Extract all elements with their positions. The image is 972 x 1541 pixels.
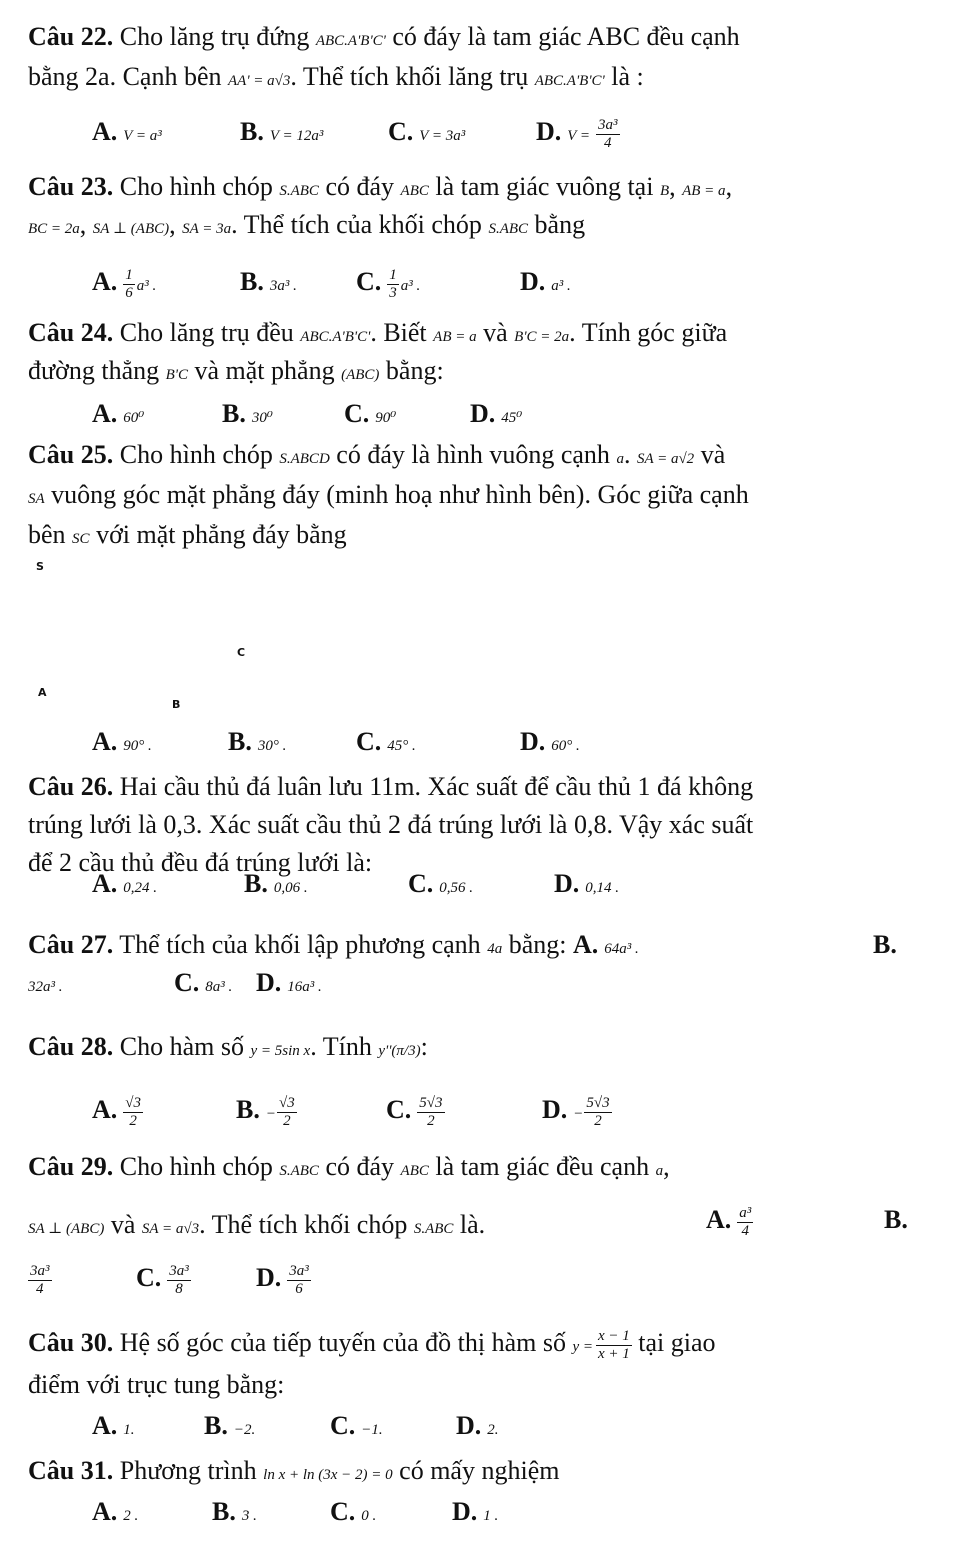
q23-option-a: A. $\frac{1}{6}$ a³ . [92, 266, 157, 301]
q26-line-3: để 2 cầu thủ đều đá trúng lưới là: [28, 848, 373, 877]
q31-options [0, 1492, 972, 1532]
q22-option-d: D. V = $\frac{\text{3a³}}{4}$ [536, 116, 618, 151]
q28-options [0, 1090, 972, 1130]
figure-label-s: S [36, 560, 44, 573]
q28-option-a: A. $\frac{√3}{2}$ [92, 1094, 142, 1129]
q29-option-c: C. $\frac{\text{3a³}}{8}$ [136, 1262, 189, 1297]
q25-line-2: SA vuông góc mặt phẳng đáy (minh hoạ như hình bên). Góc giữa cạnh [28, 480, 749, 509]
q30-line-2: điểm với trục tung bằng: [28, 1370, 285, 1399]
q22-option-c: C. V = 3a³ [388, 117, 466, 146]
q22-option-a: A. V = a³ [92, 117, 162, 146]
q26-label: Câu 26. [28, 772, 114, 801]
q31-option-d: D. 1 . [452, 1497, 499, 1526]
q25-option-b: B. 30° . [228, 727, 287, 756]
q23-label: Câu 23. [28, 172, 114, 201]
q27-label: Câu 27. [28, 930, 114, 959]
q31-option-a: A. 2 . [92, 1497, 139, 1526]
figure-label-c: C [237, 646, 246, 659]
q23-option-d: D. a³ . [520, 267, 571, 296]
q22-option-b: B. V = 12a³ [240, 117, 324, 146]
figure-label-a: A [38, 686, 47, 699]
q23-line-2: BC = 2a, SA ⊥ (ABC), SA = 3a. Thể tích của khối chóp S.ABC bằng [28, 210, 586, 239]
q29-option-b-label: B. [884, 1205, 908, 1234]
q29-label: Câu 29. [28, 1152, 114, 1181]
q31-option-c: C. 0 . [330, 1497, 377, 1526]
q29-options-row1 [0, 1200, 972, 1240]
q29-line-1: Câu 29. Cho hình chóp S.ABC có đáy ABC là tam giác đều cạnh a, [28, 1152, 670, 1181]
q27-line-2: 32a³ . C. 8a³ . D. 16a³ . [28, 968, 322, 997]
q25-label: Câu 25. [28, 440, 114, 469]
q26-option-a: A. 0,24 . [92, 869, 158, 898]
q30-option-a: A. 1. [92, 1411, 135, 1440]
figure-label-b: B [172, 698, 181, 711]
q22-line-2: bằng 2a. Cạnh bên AA' = a√3. Thể tích khối lăng trụ ABC.A'B'C' là : [28, 62, 644, 91]
q31-line-1: Câu 31. Phương trình ln x + ln (3x − 2) = 0 có mấy nghiệm [28, 1456, 560, 1485]
q24-option-c: C. 90⁰ [344, 399, 397, 428]
q28-option-d: D. − $\frac{5√3}{2}$ [542, 1094, 610, 1129]
q29-option-a: A. $\frac{\text{a³}}{4}$ [706, 1204, 752, 1239]
q24-option-d: D. 45⁰ [470, 399, 523, 428]
q29-line-2: SA ⊥ (ABC) và SA = a√3. Thể tích khối chóp S.ABC là. [28, 1210, 486, 1239]
q29-option-d: D. $\frac{\text{3a³}}{6}$ [256, 1262, 309, 1297]
q23-option-b: B. 3a³ . [240, 267, 297, 296]
q26-line-1: Câu 26. Hai cầu thủ đá luân lưu 11m. Xác suất để cầu thủ 1 đá không [28, 772, 754, 801]
q22-line-1: Câu 22. Cho lăng trụ đứng ABC.A'B'C' có đáy là tam giác ABC đều cạnh [28, 22, 740, 51]
q25-line-1: Câu 25. Cho hình chóp S.ABCD có đáy là hình vuông cạnh a. SA = a√2 và [28, 440, 726, 469]
q24-option-b: B. 30⁰ [222, 399, 273, 428]
q28-option-b: B. − $\frac{√3}{2}$ [236, 1094, 295, 1129]
q25-option-a: A. 90° . [92, 727, 152, 756]
q26-option-c: C. 0,56 . [408, 869, 474, 898]
q25-options [0, 722, 972, 762]
q23-options [0, 262, 972, 302]
q24-line-1: Câu 24. Cho lăng trụ đều ABC.A'B'C'. Biết AB = a và B'C = 2a. Tính góc giữa [28, 318, 728, 347]
q28-label: Câu 28. [28, 1032, 114, 1061]
q26-option-b: B. 0,06 . [244, 869, 308, 898]
q30-option-b: B. −2. [204, 1411, 256, 1440]
q30-option-d: D. 2. [456, 1411, 499, 1440]
q29-options-row2 [0, 1258, 972, 1298]
q23-line-1: Câu 23. Cho hình chóp S.ABC có đáy ABC là tam giác vuông tại B, AB = a, [28, 172, 733, 201]
q30-label: Câu 30. [28, 1328, 114, 1357]
q24-options [0, 394, 972, 434]
q26-option-d: D. 0,14 . [554, 869, 620, 898]
q31-option-b: B. 3 . [212, 1497, 257, 1526]
q30-line-1: Câu 30. Hệ số góc của tiếp tuyến của đồ thị hàm số y = $\frac{x - 1}{x + 1}$ tại giao [28, 1327, 716, 1362]
q26-options [0, 864, 972, 904]
q28-option-c: C. $\frac{5√3}{2}$ [386, 1094, 443, 1129]
q22-options [0, 112, 972, 152]
q29-option-b: $\frac{\text{3a³}}{4}$ [30, 1262, 50, 1297]
q24-label: Câu 24. [28, 318, 114, 347]
q22-label: Câu 22. [28, 22, 114, 51]
q30-options [0, 1406, 972, 1446]
q27-line-1: Câu 27. Thể tích của khối lập phương cạnh 4a bằng: A. 64a³ . B. [28, 930, 897, 959]
q25-line-3: bên SC với mặt phẳng đáy bằng [28, 520, 347, 549]
q28-line-1: Câu 28. Cho hàm số y = 5sin x. Tính y''(π/3): [28, 1032, 428, 1061]
q23-option-c: C. $\frac{1}{3}$ a³ . [356, 266, 421, 301]
q24-option-a: A. 60⁰ [92, 399, 145, 428]
q30-option-c: C. −1. [330, 1411, 383, 1440]
q31-label: Câu 31. [28, 1456, 114, 1485]
q24-line-2: đường thẳng B'C và mặt phẳng (ABC) bằng: [28, 356, 444, 385]
q25-option-d: D. 60° . [520, 727, 580, 756]
q26-line-2: trúng lưới là 0,3. Xác suất cầu thủ 2 đá trúng lưới là 0,8. Vậy xác suất [28, 810, 754, 839]
q25-option-c: C. 45° . [356, 727, 416, 756]
